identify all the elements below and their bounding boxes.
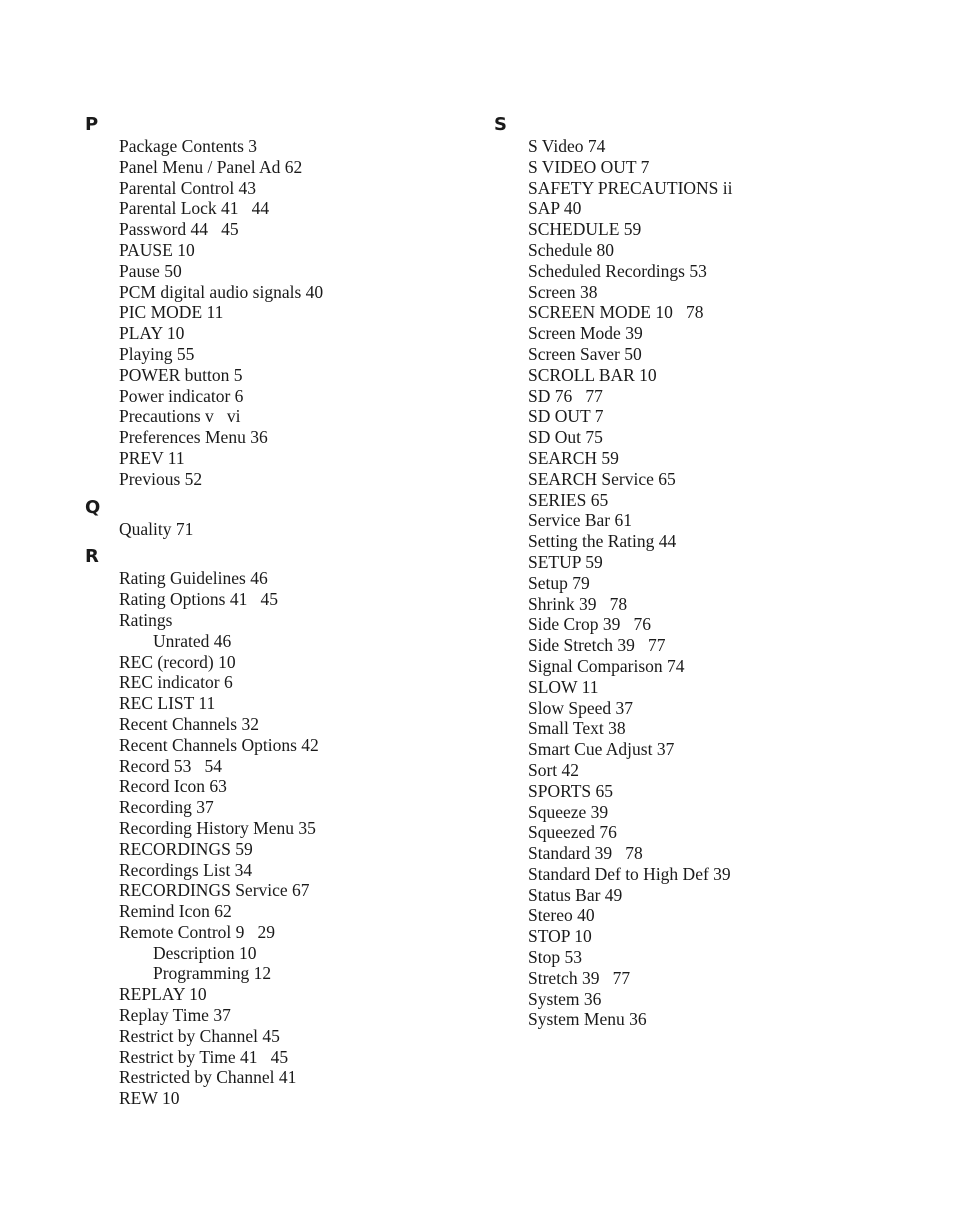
index-entry: Ratings	[119, 609, 173, 630]
index-entry: Recent Channels 32	[119, 713, 259, 734]
index-entry: SERIES 65	[528, 489, 609, 510]
index-entry: Record Icon 63	[119, 776, 227, 797]
index-entry: SD Out 75	[528, 427, 603, 448]
index-entry-list	[85, 136, 465, 490]
index-entry: Rating Guidelines 46	[119, 568, 268, 589]
index-entry: PAUSE 10	[119, 239, 195, 260]
index-entry: Sort 42	[528, 759, 580, 780]
index-entry: Replay Time 37	[119, 1005, 231, 1026]
index-entry: REC LIST 11	[119, 693, 216, 714]
index-entry: PCM digital audio signals 40	[119, 281, 324, 302]
index-entry: Preferences Menu 36	[119, 427, 268, 448]
section-spacer	[85, 539, 465, 546]
index-entry: Playing 55	[119, 343, 195, 364]
index-subentry: Programming 12	[153, 963, 272, 984]
index-entry: Squeeze 39	[528, 801, 609, 822]
index-entry: Side Crop 39 76	[528, 614, 651, 635]
index-section-q	[85, 497, 465, 540]
index-entry: STOP 10	[528, 926, 592, 947]
index-section-r	[85, 546, 465, 1109]
index-entry: Package Contents 3	[119, 136, 258, 156]
index-entry: Small Text 38	[528, 718, 626, 739]
index-entry: Schedule 80	[528, 239, 615, 260]
index-entry: Squeezed 76	[528, 822, 617, 843]
index-column-left	[85, 114, 465, 1109]
index-entry: Parental Lock 41 44	[119, 198, 270, 219]
index-entry: Recording History Menu 35	[119, 817, 316, 838]
index-entry: Scheduled Recordings 53	[528, 260, 707, 281]
index-entry: System 36	[528, 988, 602, 1009]
index-subentry: Unrated 46	[153, 630, 232, 651]
index-entry: Signal Comparison 74	[528, 655, 685, 676]
index-entry-list	[85, 519, 465, 540]
index-entry: Recent Channels Options 42	[119, 734, 319, 755]
index-entry: Recordings List 34	[119, 859, 253, 880]
index-entry: S Video 74	[528, 136, 606, 156]
index-entry: SPORTS 65	[528, 780, 614, 801]
index-entry: Precautions v vi	[119, 406, 241, 427]
index-entry: REPLAY 10	[119, 984, 207, 1005]
index-entry: Status Bar 49	[528, 884, 623, 905]
index-entry: POWER button 5	[119, 364, 243, 385]
index-entry: PLAY 10	[119, 323, 185, 344]
index-entry: REW 10	[119, 1088, 180, 1109]
index-entry: SEARCH Service 65	[528, 468, 676, 489]
index-entry: Remind Icon 62	[119, 901, 232, 922]
index-entry: SAFETY PRECAUTIONS ii	[528, 177, 733, 198]
index-entry: Standard Def to High Def 39	[528, 863, 731, 884]
index-entry: PIC MODE 11	[119, 302, 224, 323]
index-entry: SD 76 77	[528, 385, 603, 406]
index-entry: Recording 37	[119, 797, 214, 818]
index-entry: Slow Speed 37	[528, 697, 633, 718]
section-spacer	[85, 490, 465, 497]
index-entry: REC (record) 10	[119, 651, 236, 672]
index-entry: RECORDINGS 59	[119, 838, 253, 859]
section-letter: R	[85, 546, 99, 568]
index-column-right	[494, 114, 934, 1030]
index-entry: Setup 79	[528, 572, 590, 593]
section-letter: Q	[85, 496, 101, 518]
index-entry: Panel Menu / Panel Ad 62	[119, 156, 303, 177]
index-entry: Side Stretch 39 77	[528, 635, 666, 656]
index-entry: Record 53 54	[119, 755, 223, 776]
index-entry: SD OUT 7	[528, 406, 604, 427]
index-entry: Rating Options 41 45	[119, 589, 278, 610]
index-entry: PREV 11	[119, 447, 185, 468]
index-section-p	[85, 114, 465, 490]
index-entry: SAP 40	[528, 198, 582, 219]
index-entry-list	[494, 136, 934, 1030]
index-entry: SCREEN MODE 10 78	[528, 302, 704, 323]
index-subentry: Description 10	[153, 942, 257, 963]
index-entry: Stop 53	[528, 947, 582, 968]
index-entry: Restrict by Time 41 45	[119, 1046, 289, 1067]
index-section-s	[494, 114, 934, 1030]
index-entry: Stretch 39 77	[528, 967, 631, 988]
index-entry: Screen Mode 39	[528, 323, 643, 344]
index-entry: Pause 50	[119, 260, 182, 281]
index-entry: SCHEDULE 59	[528, 219, 642, 240]
index-entry: SETUP 59	[528, 551, 603, 572]
index-entry: Quality 71	[119, 518, 194, 539]
index-entry: Shrink 39 78	[528, 593, 628, 614]
index-entry: Service Bar 61	[528, 510, 632, 531]
index-entry: SLOW 11	[528, 676, 599, 697]
index-entry: REC indicator 6	[119, 672, 233, 693]
index-entry: Password 44 45	[119, 219, 239, 240]
index-entry: Screen Saver 50	[528, 343, 642, 364]
index-entry: Power indicator 6	[119, 385, 244, 406]
index-entry: Restricted by Channel 41	[119, 1067, 297, 1088]
index-entry: Parental Control 43	[119, 177, 257, 198]
index-entry: Standard 39 78	[528, 843, 643, 864]
index-entry: RECORDINGS Service 67	[119, 880, 310, 901]
index-entry: System Menu 36	[528, 1009, 647, 1030]
index-entry: Setting the Rating 44	[528, 531, 677, 552]
index-entry: SCROLL BAR 10	[528, 364, 657, 385]
section-letter: P	[85, 114, 99, 135]
index-entry: Smart Cue Adjust 37	[528, 739, 675, 760]
index-entry: Previous 52	[119, 468, 203, 489]
index-entry: SEARCH 59	[528, 447, 619, 468]
index-entry: Stereo 40	[528, 905, 595, 926]
index-entry-list	[85, 568, 465, 1109]
index-entry: Remote Control 9 29	[119, 921, 276, 942]
index-entry: S VIDEO OUT 7	[528, 156, 650, 177]
index-entry: Restrict by Channel 45	[119, 1025, 280, 1046]
index-entry: Screen 38	[528, 281, 598, 302]
section-letter: S	[494, 114, 507, 135]
